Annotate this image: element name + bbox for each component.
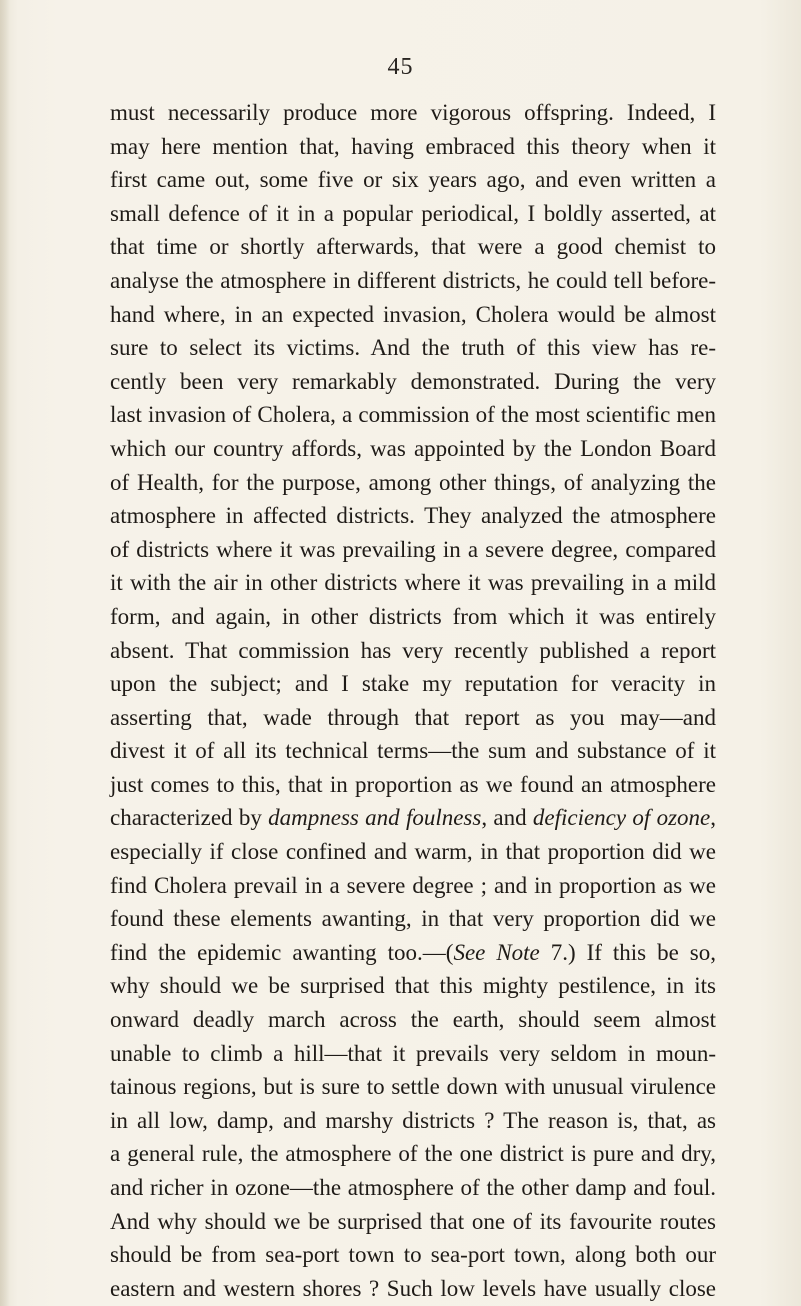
text-run: , (710, 805, 716, 831)
text-line: divest it of all its technical terms—the sum and substance of it (110, 738, 716, 764)
text-line: that time or shortly afterwards, that were a good chemist to (110, 234, 716, 260)
text-line: form, and again, in other districts from which it was entirely (110, 603, 716, 629)
text-line: And why should we be surprised that one of its favourite routes (110, 1208, 716, 1234)
text-line: unable to climb a hill—that it prevails very seldom in moun- (110, 1040, 716, 1066)
text-run: characterized by (110, 805, 269, 831)
text-line: which our country affords, was appointed by the London Board (110, 435, 716, 461)
text-line: why should we be surprised that this mighty pestilence, in its (110, 973, 716, 999)
text-line: and richer in ozone—the atmosphere of the other damp and foul. (110, 1175, 716, 1200)
text-line: analyse the atmosphere in different districts, he could tell before- (110, 267, 716, 293)
text-line: first came out, some five or six years ago, and even written a (110, 167, 716, 193)
text-line: just comes to this, that in proportion as we found an atmosphere (110, 771, 716, 797)
text-line: small defence of it in a popular periodical, I boldly asserted, at (110, 200, 716, 226)
text-line: cently been very remarkably demonstrated. During the very (110, 368, 716, 394)
text-line: sure to select its victims. And the truth of this view has re- (110, 335, 716, 361)
text-line: asserting that, wade through that report as you may—and (110, 704, 716, 730)
text-line: it with the air in other districts where it was prevailing in a mild (110, 570, 716, 596)
note-reference: See Note (453, 939, 540, 965)
text-run: 7.) If this be so, (539, 939, 716, 965)
italic-phrase: dampness and foulness (268, 805, 482, 831)
body-text (110, 96, 716, 1305)
text-line: should be from sea-port town to sea-port town, along both our (110, 1242, 716, 1268)
text-line: a general rule, the atmosphere of the one district is pure and dry, (110, 1141, 716, 1167)
text-run: , and (481, 805, 533, 831)
text-line: atmosphere in affected districts. They analyzed the atmosphere (110, 503, 716, 529)
text-line: find Cholera prevail in a severe degree ; and in proportion as we (110, 872, 716, 898)
italic-phrase: deficiency of ozone (532, 805, 711, 831)
text-line: in all low, damp, and marshy districts ? The reason is, that, as (110, 1107, 716, 1133)
text-line: may here mention that, having embraced this theory when it (110, 133, 716, 159)
text-line: last invasion of Cholera, a commission of the most scientific men (110, 402, 716, 428)
text-line: of districts where it was prevailing in a severe degree, compared (110, 536, 716, 562)
text-line: especially if close confined and warm, in that proportion did we (110, 839, 716, 865)
text-line: found these elements awanting, in that very proportion did we (110, 906, 716, 932)
text-line: tainous regions, but is sure to settle down with unusual virulence (110, 1074, 716, 1100)
page-number: 45 (387, 54, 414, 80)
text-line: absent. That commission has very recently published a report (110, 637, 716, 663)
text-run: find the epidemic awanting too.—( (110, 939, 454, 965)
text-line: of Health, for the purpose, among other things, of analyzing the (110, 469, 716, 495)
text-line: hand where, in an expected invasion, Cholera would be almost (110, 301, 716, 327)
text-line: onward deadly march across the earth, should seem almost (110, 1007, 716, 1033)
text-line-with-italics (110, 801, 716, 835)
text-line-with-note-reference (110, 936, 716, 970)
text-line: eastern and western shores ? Such low levels have usually close (110, 1275, 716, 1301)
text-line: must necessarily produce more vigorous offspring. Indeed, I (110, 100, 716, 125)
text-line: upon the subject; and I stake my reputation for veracity in (110, 671, 716, 697)
binding-edge (0, 0, 10, 1306)
